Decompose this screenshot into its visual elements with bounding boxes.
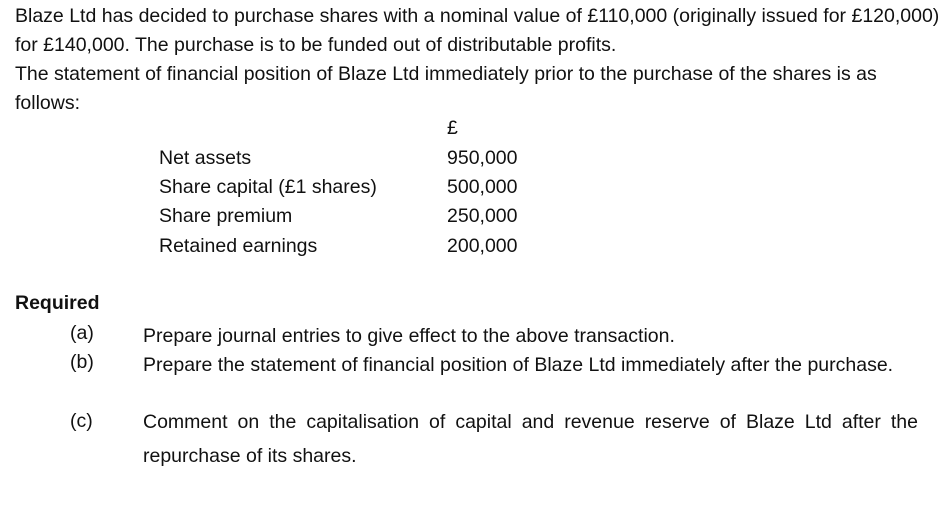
- sofp-row-label: Net assets: [159, 147, 252, 169]
- sofp-row-amount: 950,000: [447, 147, 518, 169]
- requirement-letter: (a): [70, 322, 94, 344]
- sofp-row-label: Retained earnings: [159, 235, 318, 257]
- sofp-row-amount: 250,000: [447, 205, 518, 227]
- sofp-row-amount: 500,000: [447, 176, 518, 198]
- requirement-letter: (b): [70, 351, 94, 373]
- sofp-row-label: Share premium: [159, 205, 293, 227]
- intro-paragraph-sofp: The statement of financial position of Blaze Ltd immediately prior to the purchase of the shares is as follows:: [15, 63, 877, 114]
- sofp-row-label: Share capital (£1 shares): [159, 176, 377, 198]
- requirement-letter: (c): [70, 410, 93, 432]
- requirement-text: Prepare the statement of financial position of Blaze Ltd immediately after the purchase.: [143, 354, 894, 376]
- intro-paragraph-purchase: Blaze Ltd has decided to purchase shares with a nominal value of £110,000 (originally issued for £120,000) for £140,000. The purchase is to be funded out of distributable profits.: [15, 5, 940, 56]
- sofp-row-amount: 200,000: [447, 235, 518, 257]
- requirement-text: Prepare journal entries to give effect to the above transaction.: [143, 325, 675, 347]
- currency-header: £: [447, 117, 458, 139]
- requirement-text: Comment on the capitalisation of capital and revenue reserve of Blaze Ltd after the repurchase of its shares.: [143, 411, 918, 467]
- required-heading: Required: [15, 292, 100, 314]
- question-intro: [15, 2, 940, 118]
